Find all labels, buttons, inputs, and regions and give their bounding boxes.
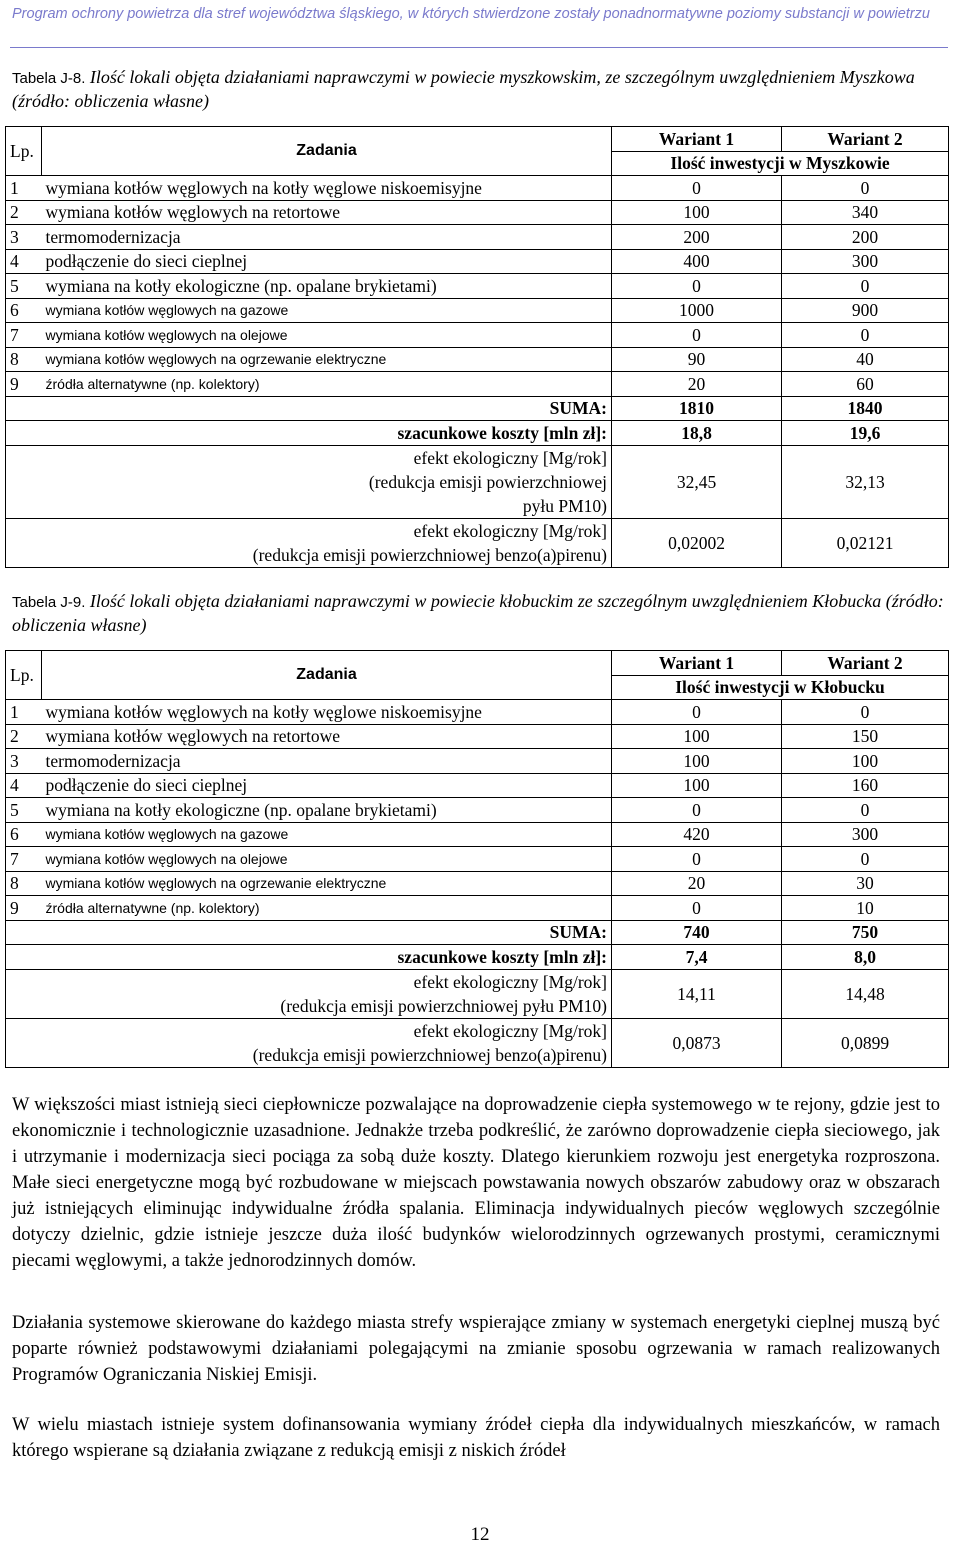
table-row [6, 225, 949, 250]
row-lp: 7 [6, 847, 42, 872]
row-w1-value: 200 [612, 225, 782, 250]
col-task-header: Zadania [42, 651, 612, 700]
row-w1-value: 20 [612, 871, 782, 896]
sum-w1-value: 740 [612, 920, 782, 945]
table-row [6, 773, 949, 798]
row-lp: 4 [6, 249, 42, 274]
row-task: wymiana kotłów węglowych na olejowe [42, 847, 612, 872]
paragraph-3: W wielu miastach istnieje system dofinansowania wymiany źródeł ciepła dla indywidualnych mieszkańców, w ramach którego wspierane są działania związane z redukcją emisji z niskich źródeł [12, 1415, 940, 1461]
table-row [6, 822, 949, 847]
row-w2-value: 0 [782, 274, 949, 299]
table-row [6, 700, 949, 725]
row-task: wymiana kotłów węglowych na gazowe [42, 298, 612, 323]
eco-effect-pm10-w2-value: 32,13 [782, 445, 949, 518]
sum-w2-value: 750 [782, 920, 949, 945]
table-row [6, 724, 949, 749]
row-w2-value: 300 [782, 822, 949, 847]
col-w2-header: Wariant 2 [782, 127, 949, 152]
sum-w2-value: 1840 [782, 396, 949, 421]
row-w2-value: 10 [782, 896, 949, 921]
eco-effect-pm10-row [6, 445, 949, 518]
cost-label: szacunkowe koszty [mln zł]: [6, 945, 612, 970]
row-lp: 9 [6, 896, 42, 921]
row-w1-value: 420 [612, 822, 782, 847]
cost-row [6, 421, 949, 446]
cost-w1-value: 7,4 [612, 945, 782, 970]
row-w2-value: 100 [782, 749, 949, 774]
sum-row [6, 920, 949, 945]
row-task: wymiana kotłów węglowych na retortowe [42, 724, 612, 749]
row-task: wymiana kotłów węglowych na ogrzewanie elektryczne [42, 871, 612, 896]
row-task: wymiana kotłów węglowych na retortowe [42, 200, 612, 225]
row-w1-value: 0 [612, 798, 782, 823]
paragraph-2: Działania systemowe skierowane do każdego miasta strefy wspierające zmiany w systemach energetyki cieplnej muszą być poparte również podstawowymi działaniami polegającymi na zmianie sposobu ogrzewania w ramach realizowanych Programów Ograniczania Niskiej Emisji. [12, 1313, 940, 1385]
eco-effect-bap-w2-value: 0,0899 [782, 1018, 949, 1067]
sum-label: SUMA: [6, 396, 612, 421]
row-w1-value: 100 [612, 749, 782, 774]
row-task: podłączenie do sieci cieplnej [42, 773, 612, 798]
subheader: Ilość inwestycji w Myszkowie [612, 151, 949, 176]
table2-caption [12, 590, 947, 637]
col-lp-header: Lp. [6, 127, 42, 176]
eco-effect-pm10-label-line: efekt ekologiczny [Mg/rok] [413, 971, 607, 992]
table2-caption-text: Ilość lokali objęta działaniami naprawczymi w powiecie kłobuckim ze szczególnym uwzględnieniem Kłobucka (źródło: obliczenia własne) [12, 591, 944, 635]
row-w2-value: 0 [782, 323, 949, 348]
table-row [6, 871, 949, 896]
table2-header-row [6, 651, 949, 676]
row-w1-value: 0 [612, 847, 782, 872]
col-w1-header: Wariant 1 [612, 651, 782, 676]
table-row [6, 896, 949, 921]
row-w1-value: 90 [612, 347, 782, 372]
table-row [6, 274, 949, 299]
row-lp: 8 [6, 871, 42, 896]
row-task: wymiana na kotły ekologiczne (np. opalane brykietami) [42, 274, 612, 299]
eco-effect-pm10-label-line: (redukcja emisji powierzchniowej pyłu PM10) [280, 995, 607, 1016]
eco-effect-pm10-label-line: efekt ekologiczny [Mg/rok] [413, 447, 607, 468]
row-w2-value: 150 [782, 724, 949, 749]
eco-effect-pm10-label [6, 969, 612, 1018]
eco-effect-bap-row [6, 1018, 949, 1067]
row-lp: 5 [6, 274, 42, 299]
table-row [6, 200, 949, 225]
row-lp: 7 [6, 323, 42, 348]
row-w1-value: 0 [612, 323, 782, 348]
row-lp: 1 [6, 176, 42, 201]
table1 [5, 126, 949, 568]
table-row [6, 347, 949, 372]
eco-effect-bap-label-line: (redukcja emisji powierzchniowej benzo(a)pirenu) [252, 544, 607, 565]
row-w2-value: 0 [782, 700, 949, 725]
col-w1-header: Wariant 1 [612, 127, 782, 152]
paragraph-1: W większości miast istnieją sieci ciepłownicze pozwalające na doprowadzenie ciepła systemowego w te rejony, gdzie jest to ekonomicznie i technologicznie uzasadnione. Jednakże trzeba podkreślić, że zarówno doprowadzenie ciepła sieciowego, jak i utrzymanie i modernizacja sieci pociąga za sobą duże koszty. Dlatego kierunkiem rozwoju jest energetyka rozproszona. Małe sieci energetyczne mogą być rozbudowane w miejscach powstawania nowych obszarów zabudowy oraz w obszarach już istniejących eliminując indywidualne źródła spalania. Eliminacja indywidualnych pieców węglowych szczególnie dotyczy dzielnic, gdzie istnieje jeszcze duża ilość budynków wielorodzinnych ogrzewanych prostymi, ceramicznymi piecami węglowymi, a także jednorodzinnych domów. [12, 1095, 940, 1271]
row-lp: 1 [6, 700, 42, 725]
row-task: termomodernizacja [42, 749, 612, 774]
row-w1-value: 100 [612, 773, 782, 798]
eco-effect-bap-label [6, 1018, 612, 1067]
table-row [6, 249, 949, 274]
row-w1-value: 0 [612, 700, 782, 725]
eco-effect-bap-w1-value: 0,02002 [612, 518, 782, 567]
page-number: 12 [470, 1524, 490, 1545]
eco-effect-pm10-label [6, 445, 612, 518]
eco-effect-pm10-w1-value: 32,45 [612, 445, 782, 518]
row-lp: 3 [6, 225, 42, 250]
col-lp-header: Lp. [6, 651, 42, 700]
row-w2-value: 340 [782, 200, 949, 225]
eco-effect-bap-label [6, 518, 612, 567]
row-lp: 4 [6, 773, 42, 798]
row-task: wymiana kotłów węglowych na kotły węglowe niskoemisyjne [42, 176, 612, 201]
table1-caption-text: Ilość lokali objęta działaniami naprawczymi w powiecie myszkowskim, ze szczególnym uwzględnieniem Myszkowa (źródło: obliczenia własne) [12, 67, 915, 111]
row-task: wymiana na kotły ekologiczne (np. opalane brykietami) [42, 798, 612, 823]
table-row [6, 798, 949, 823]
eco-effect-bap-label-line: efekt ekologiczny [Mg/rok] [413, 1020, 607, 1041]
row-lp: 5 [6, 798, 42, 823]
eco-effect-bap-label-line: (redukcja emisji powierzchniowej benzo(a)pirenu) [252, 1044, 607, 1065]
row-w2-value: 160 [782, 773, 949, 798]
table1-header-row [6, 127, 949, 152]
table1-label: Tabela J-8. [12, 70, 86, 87]
row-w2-value: 200 [782, 225, 949, 250]
sum-label: SUMA: [6, 920, 612, 945]
row-w1-value: 1000 [612, 298, 782, 323]
eco-effect-pm10-label-line: (redukcja emisji powierzchniowej [368, 471, 607, 492]
eco-effect-bap-w1-value: 0,0873 [612, 1018, 782, 1067]
row-w2-value: 0 [782, 847, 949, 872]
row-lp: 8 [6, 347, 42, 372]
row-lp: 2 [6, 200, 42, 225]
eco-effect-pm10-w2-value: 14,48 [782, 969, 949, 1018]
row-w1-value: 100 [612, 200, 782, 225]
row-task: termomodernizacja [42, 225, 612, 250]
row-w1-value: 400 [612, 249, 782, 274]
row-lp: 6 [6, 298, 42, 323]
sum-w1-value: 1810 [612, 396, 782, 421]
eco-effect-bap-row [6, 518, 949, 567]
eco-effect-bap-w2-value: 0,02121 [782, 518, 949, 567]
row-lp: 9 [6, 372, 42, 397]
eco-effect-pm10-w1-value: 14,11 [612, 969, 782, 1018]
cost-w2-value: 19,6 [782, 421, 949, 446]
row-w2-value: 0 [782, 176, 949, 201]
row-w1-value: 100 [612, 724, 782, 749]
table-row [6, 176, 949, 201]
col-w2-header: Wariant 2 [782, 651, 949, 676]
table2-label: Tabela J-9. [12, 594, 86, 611]
cost-row [6, 945, 949, 970]
row-w2-value: 30 [782, 871, 949, 896]
subheader: Ilość inwestycji w Kłobucku [612, 675, 949, 700]
table-row [6, 323, 949, 348]
row-w1-value: 0 [612, 176, 782, 201]
cost-w2-value: 8,0 [782, 945, 949, 970]
row-task: podłączenie do sieci cieplnej [42, 249, 612, 274]
row-lp: 3 [6, 749, 42, 774]
eco-effect-bap-label-line: efekt ekologiczny [Mg/rok] [413, 520, 607, 541]
table2 [5, 650, 949, 1068]
row-lp: 2 [6, 724, 42, 749]
row-task: wymiana kotłów węglowych na olejowe [42, 323, 612, 348]
row-w2-value: 300 [782, 249, 949, 274]
row-lp: 6 [6, 822, 42, 847]
row-task: wymiana kotłów węglowych na kotły węglowe niskoemisyjne [42, 700, 612, 725]
row-w2-value: 40 [782, 347, 949, 372]
row-w2-value: 900 [782, 298, 949, 323]
eco-effect-pm10-row [6, 969, 949, 1018]
row-w1-value: 20 [612, 372, 782, 397]
table-row [6, 847, 949, 872]
row-task: źródła alternatywne (np. kolektory) [42, 372, 612, 397]
table-row [6, 298, 949, 323]
row-w2-value: 0 [782, 798, 949, 823]
cost-label: szacunkowe koszty [mln zł]: [6, 421, 612, 446]
eco-effect-pm10-label-line: pyłu PM10) [522, 495, 607, 516]
cost-w1-value: 18,8 [612, 421, 782, 446]
running-header: Program ochrony powietrza dla stref województwa śląskiego, w których stwierdzone zostały ponadnormatywne poziomy substancji w powietrzu [12, 6, 930, 22]
header-divider [10, 47, 948, 48]
table-row [6, 372, 949, 397]
row-task: wymiana kotłów węglowych na ogrzewanie elektryczne [42, 347, 612, 372]
row-w1-value: 0 [612, 274, 782, 299]
sum-row [6, 396, 949, 421]
row-w1-value: 0 [612, 896, 782, 921]
row-task: źródła alternatywne (np. kolektory) [42, 896, 612, 921]
col-task-header: Zadania [42, 127, 612, 176]
row-w2-value: 60 [782, 372, 949, 397]
row-task: wymiana kotłów węglowych na gazowe [42, 822, 612, 847]
table1-caption [12, 66, 947, 113]
table-row [6, 749, 949, 774]
